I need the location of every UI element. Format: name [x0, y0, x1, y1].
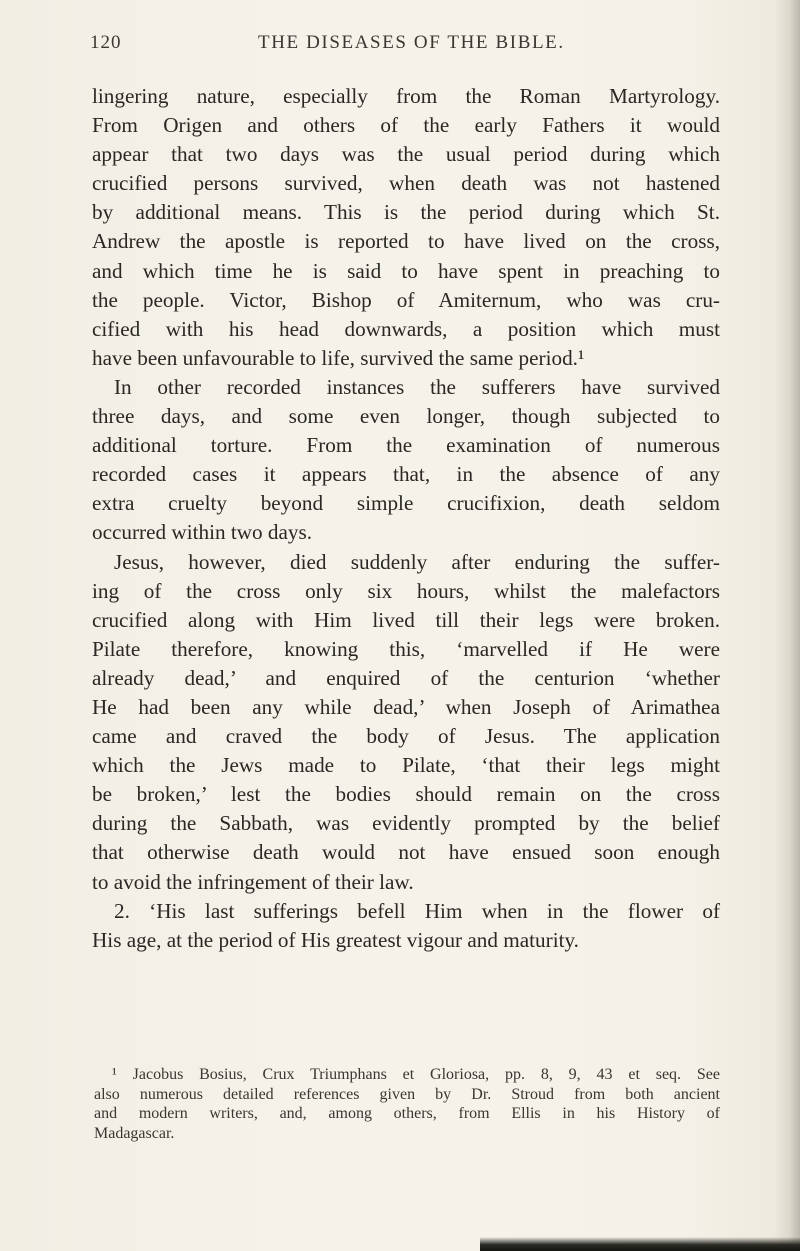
text-line: which the Jews made to Pilate, ‘that their legs might [92, 753, 720, 778]
text-line: recorded cases it appears that, in the absence of any [92, 462, 720, 487]
paragraph-start-line: 2. ‘His last sufferings befell Him when in the flower of [114, 898, 720, 923]
text-line: came and craved the body of Jesus. The application [92, 724, 720, 749]
text-line: three days, and some even longer, though subjected to [92, 404, 720, 429]
text-line: crucified along with Him lived till their legs were broken. [92, 607, 720, 632]
text-line: He had been any while dead,’ when Joseph of Arimathea [92, 694, 720, 719]
text-line: already dead,’ and enquired of the centurion ‘whether [92, 665, 720, 690]
text-line: From Origen and others of the early Fathers it would [92, 113, 720, 138]
footnote-line: and modern writers, and, among others, from Ellis in his History of [94, 1105, 720, 1122]
footnote-line: also numerous detailed references given by Dr. Stroud from both ancient [94, 1085, 720, 1103]
paragraph-start-line: Jesus, however, died suddenly after enduring the suffer- [114, 549, 720, 574]
page-gutter-shadow [774, 0, 800, 1251]
text-line: cified with his head downwards, a position which must [92, 316, 720, 341]
text-line: that otherwise death would not have ensued soon enough [92, 840, 720, 865]
text-line: additional torture. From the examination of numerous [92, 433, 720, 458]
text-line: to avoid the infringement of their law. [92, 869, 414, 894]
body-text [92, 82, 720, 955]
running-head [90, 32, 730, 62]
text-line: lingering nature, especially from the Roman Martyrology. [92, 84, 720, 108]
text-line: appear that two days was the usual period during which [92, 142, 720, 167]
text-line: crucified persons survived, when death was not hastened [92, 171, 720, 196]
text-line: the people. Victor, Bishop of Amiternum, who was cru- [92, 287, 720, 312]
text-line: Andrew the apostle is reported to have lived on the cross, [92, 229, 720, 254]
text-line: have been unfavourable to life, survived the same period.¹ [92, 345, 585, 370]
text-line: extra cruelty beyond simple crucifixion, death seldom [92, 491, 720, 516]
text-line: ing of the cross only six hours, whilst the malefactors [92, 578, 720, 603]
text-line: Pilate therefore, knowing this, ‘marvelled if He were [92, 636, 720, 661]
page-number: 120 [90, 32, 122, 53]
footnote-line: ¹ Jacobus Bosius, Crux Triumphans et Gloriosa, pp. 8, 9, 43 et seq. See [112, 1066, 720, 1083]
text-line: by additional means. This is the period during which St. [92, 200, 720, 225]
running-title: THE DISEASES OF THE BIBLE. [258, 32, 565, 53]
text-line: and which time he is said to have spent in preaching to [92, 258, 720, 283]
text-line: His age, at the period of His greatest vigour and maturity. [92, 927, 579, 952]
footnotes [94, 1065, 720, 1143]
text-line: occurred within two days. [92, 520, 313, 545]
page-bottom-edge [480, 1237, 800, 1251]
footnote-line: Madagascar. [94, 1124, 175, 1142]
text-line: be broken,’ lest the bodies should remain on the cross [92, 782, 720, 807]
text-line: during the Sabbath, was evidently prompted by the belief [92, 811, 720, 836]
paragraph-start-line: In other recorded instances the sufferers have survived [114, 374, 720, 399]
